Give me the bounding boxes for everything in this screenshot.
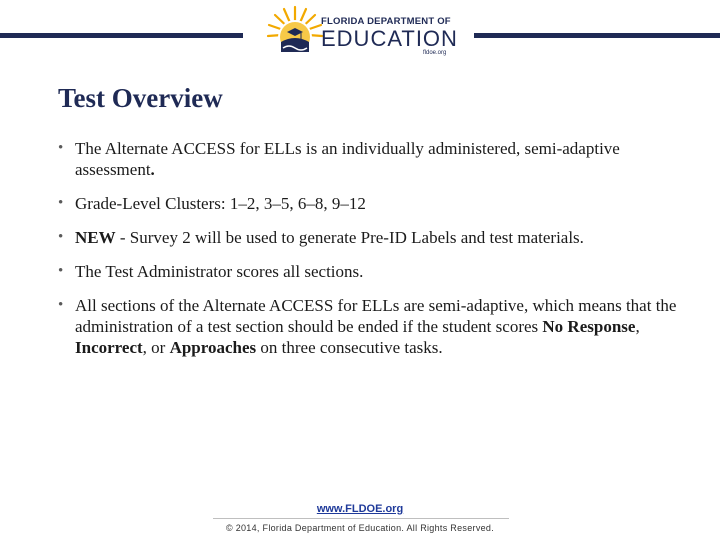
bullet-bold-text: Approaches <box>169 338 257 357</box>
bullet-item <box>58 138 678 180</box>
bullet-list <box>58 138 678 371</box>
bullet-dot-icon: • <box>58 229 64 245</box>
bullet-bold-text: . <box>150 160 155 179</box>
bullet-bold-text: Incorrect <box>75 338 143 357</box>
bullet-text: The Alternate ACCESS for ELLs is an individually administered, semi-adaptive assessment <box>75 139 620 179</box>
bullet-dot-icon: • <box>58 140 64 156</box>
bullet-dot-icon: • <box>58 195 64 211</box>
bullet-item <box>58 295 678 358</box>
logo-text-top: FLORIDA DEPARTMENT OF <box>321 16 451 27</box>
bullet-item <box>58 227 678 248</box>
bullet-text: All sections of the Alternate ACCESS for ELLs are semi-adaptive, which means that the administration of a test section should be ended if the student scores <box>75 296 677 336</box>
bullet-item <box>58 193 678 214</box>
footer-copyright: © 2014, Florida Department of Education. All Rights Reserved. <box>225 523 495 533</box>
bullet-text: The Test Administrator scores all sections. <box>75 262 364 281</box>
bullet-bold-text: NEW <box>75 228 116 247</box>
bullet-text: , <box>635 317 640 336</box>
bullet-item <box>58 261 678 282</box>
footer-divider <box>213 518 509 519</box>
bullet-dot-icon: • <box>58 263 64 279</box>
fldoe-logo[interactable] <box>265 4 465 66</box>
footer-website-link[interactable]: www.FLDOE.org <box>316 503 404 515</box>
bullet-text: - Survey 2 will be used to generate Pre-ID Labels and test materials. <box>115 228 584 247</box>
bullet-dot-icon: • <box>58 297 64 313</box>
bullet-text: Grade-Level Clusters: 1–2, 3–5, 6–8, 9–12 <box>75 194 366 213</box>
logo-url: fldoe.org <box>423 50 447 56</box>
logo-text-education: EDUCATION <box>321 26 458 51</box>
bullet-text: on three consecutive tasks. <box>256 338 443 357</box>
header-rule-left <box>0 33 243 38</box>
bullet-text: , or <box>142 338 170 357</box>
slide-title: Test Overview <box>58 83 223 113</box>
bullet-bold-text: No Response <box>542 317 636 336</box>
sun-emblem-icon <box>265 4 325 64</box>
header-rule-right <box>474 33 720 38</box>
